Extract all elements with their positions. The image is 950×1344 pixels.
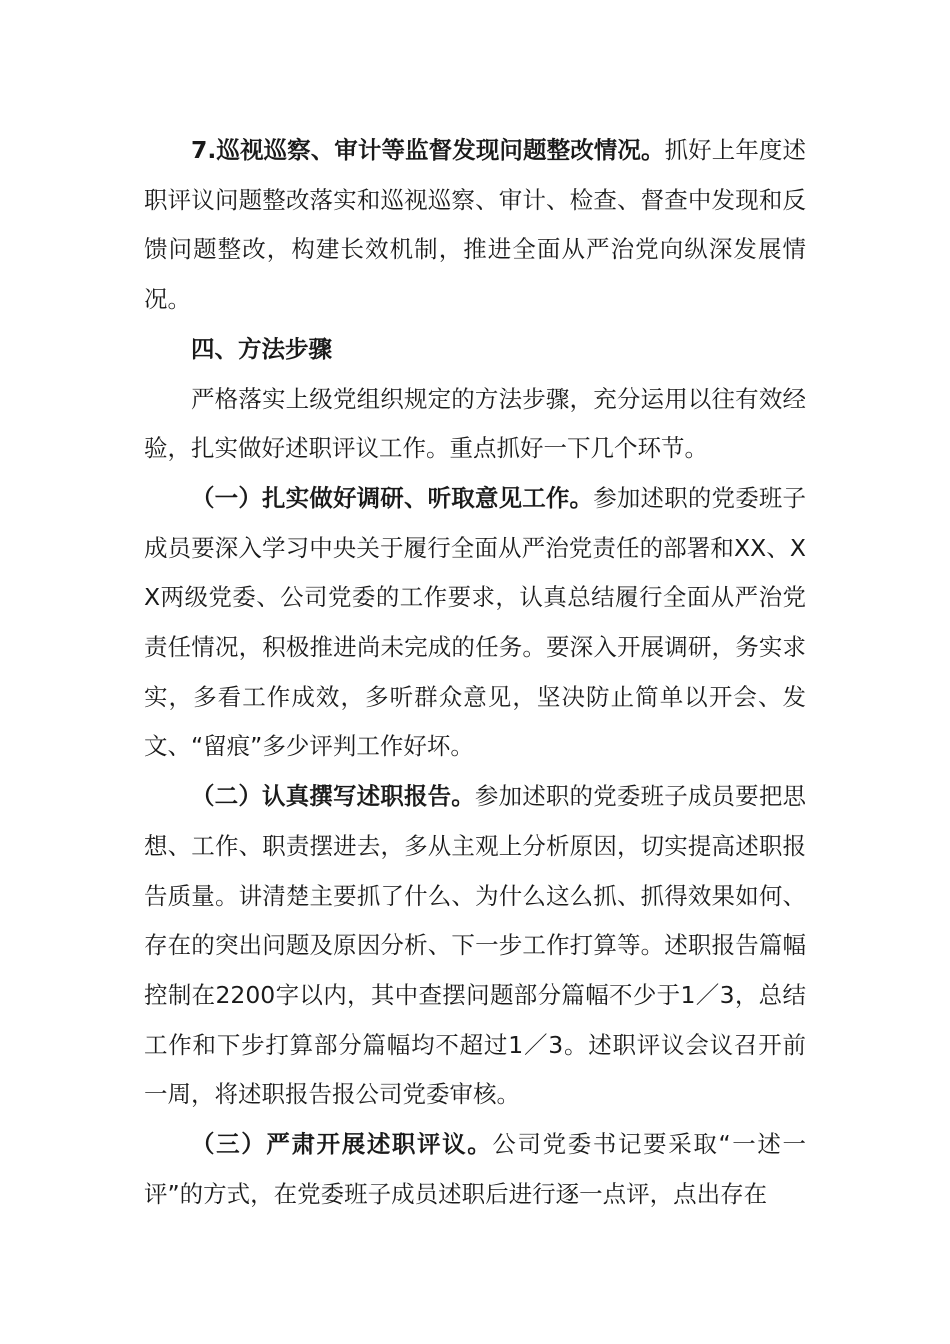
paragraph-rectification xyxy=(144,126,806,325)
document-page xyxy=(144,126,806,1219)
paragraph-evaluation xyxy=(144,1120,806,1219)
paragraph-lead: 7.巡视巡察、审计等监督发现问题整改情况。 xyxy=(191,136,665,164)
paragraph-lead: （一）扎实做好调研、听取意见工作。 xyxy=(191,483,594,512)
paragraph-methods-intro xyxy=(144,375,806,474)
paragraph-body: 严格落实上级党组织规定的方法步骤，充分运用以往有效经验，扎实做好述职评议工作。重点抓好一下几个环节。 xyxy=(144,384,806,463)
paragraph-body: 参加述职的党委班子成员要深入学习中央关于履行全面从严治党责任的部署和XX、XX两级党委、公司党委的工作要求，认真总结履行全面从严治党责任情况，积极推进尚未完成的任务。要深入开展调研，务实求实，多看工作成效，多听群众意见，坚决防止简单以开会、发文、“留痕”多少评判工作好坏。 xyxy=(144,483,807,761)
paragraph-research xyxy=(144,474,806,772)
paragraph-lead: （二）认真撰写述职报告。 xyxy=(191,782,475,811)
paragraph-report-writing xyxy=(144,772,806,1120)
paragraph-body: 公司党委书记要采取“一述一评”的方式，在党委班子成员述职后进行逐一点评，点出存在 xyxy=(144,1130,806,1208)
paragraph-body: 抓好上年度述职评议问题整改落实和巡视巡察、审计、检查、督查中发现和反馈问题整改，构建长效机制，推进全面从严治党向纵深发展情况。 xyxy=(144,136,807,314)
section-heading-text: 四、方法步骤 xyxy=(191,334,332,363)
paragraph-lead: （三）严肃开展述职评议。 xyxy=(191,1130,493,1159)
section-heading-methods xyxy=(144,325,806,375)
paragraph-body: 参加述职的党委班子成员要把思想、工作、职责摆进去，多从主观上分析原因，切实提高述职报告质量。讲清楚主要抓了什么、为什么这么抓、抓得效果如何、存在的突出问题及原因分析、下一步工作打算等。述职报告篇幅控制在2200字以内，其中查摆问题部分篇幅不少于1／3，总结工作和下步打算部分篇幅均不超过1／3。述职评议会议召开前一周，将述职报告报公司党委审核。 xyxy=(144,782,807,1109)
